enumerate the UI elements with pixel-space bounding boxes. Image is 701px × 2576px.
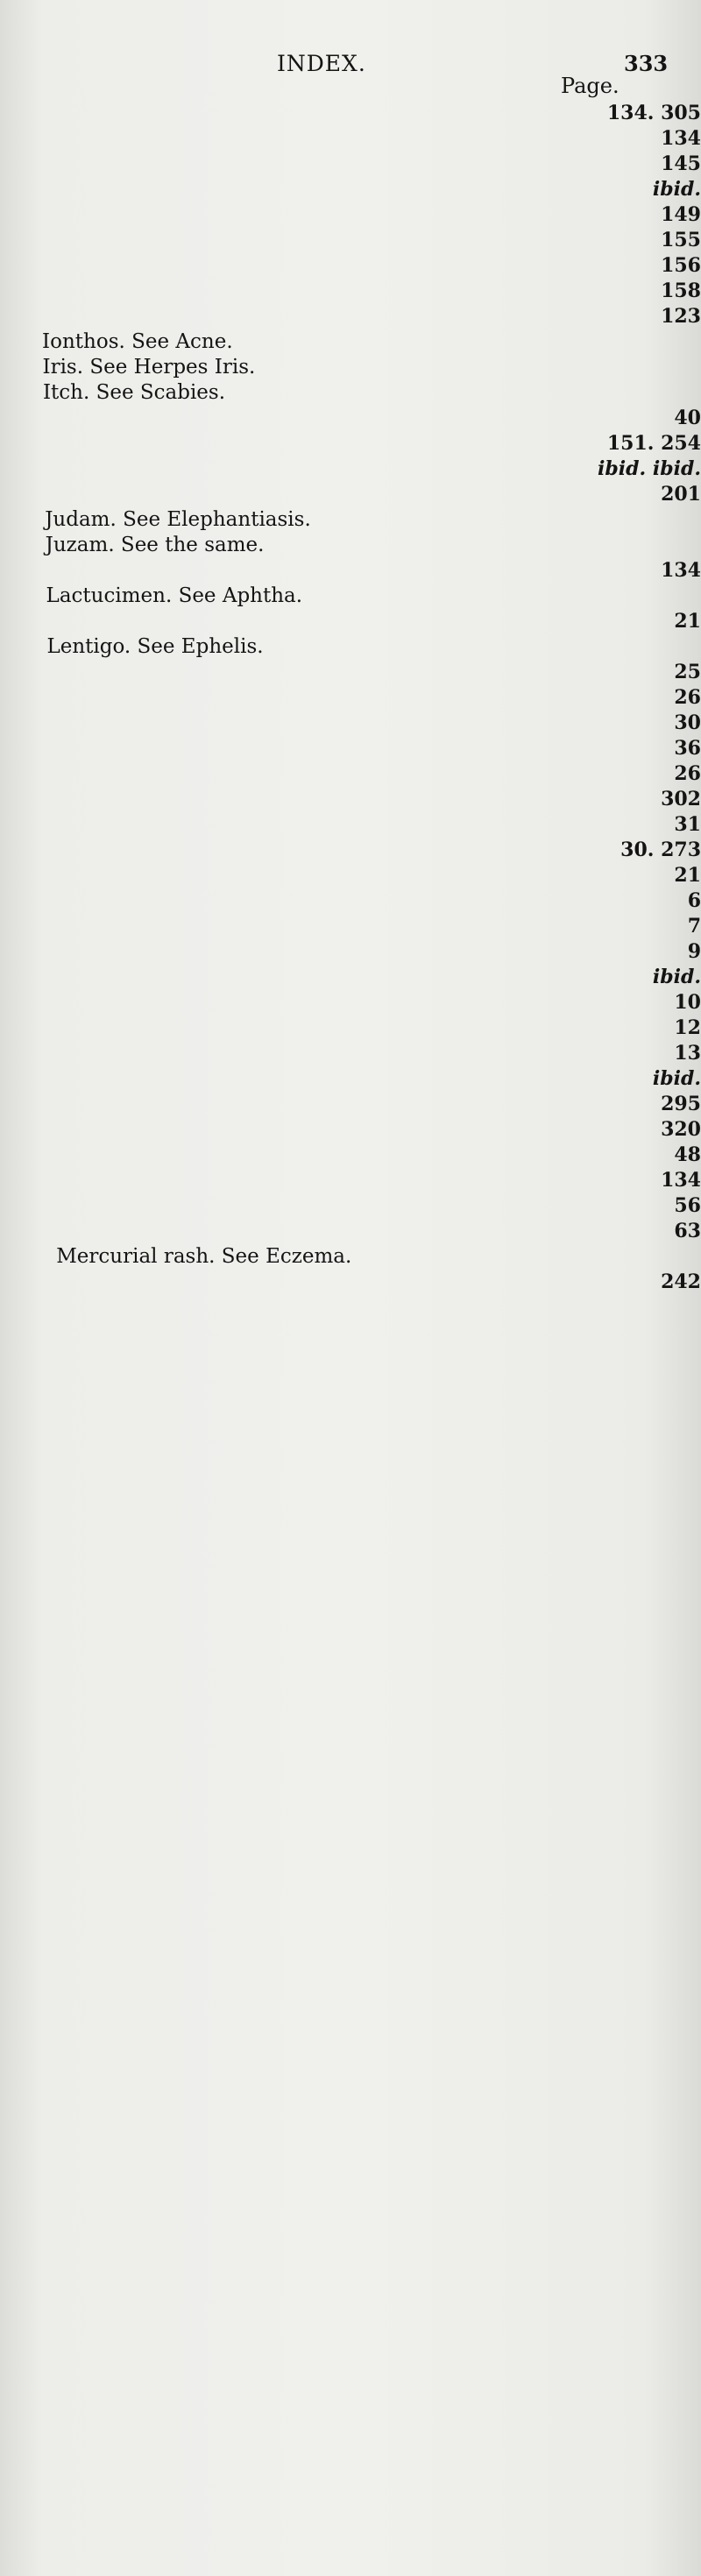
index-entry xyxy=(0,812,701,838)
page-reference: 48 xyxy=(0,1143,701,2449)
index-term xyxy=(46,533,265,558)
page-reference: ibid. ibid. xyxy=(0,456,701,1763)
page-reference: 40 xyxy=(0,406,701,1712)
index-entry xyxy=(0,660,701,685)
index-entry xyxy=(0,1244,701,1270)
page-column-label: Page. xyxy=(561,74,620,98)
index-term xyxy=(56,1244,351,1270)
page-reference: 149 xyxy=(0,202,701,1509)
index-entry xyxy=(0,431,701,456)
index-entry xyxy=(0,609,701,634)
index-entry xyxy=(0,1066,701,1092)
index-entry xyxy=(0,584,701,609)
index-entry xyxy=(0,558,701,584)
index-term xyxy=(42,329,233,355)
index-term xyxy=(46,634,263,660)
index-entry xyxy=(0,152,701,177)
page-reference: 134 xyxy=(0,558,701,1865)
index-term-text: Lentigo. See Ephelis. xyxy=(46,635,264,658)
running-title: INDEX. xyxy=(277,51,366,76)
index-term-text: Iris. See Herpes Iris. xyxy=(42,356,256,379)
page-reference: 201 xyxy=(0,482,701,1788)
index-term-text: Lactucimen. See Aphtha. xyxy=(46,584,303,607)
index-entry xyxy=(0,126,701,152)
index-entry xyxy=(0,711,701,736)
index-entry xyxy=(0,1270,701,1295)
page-reference: 30. 273 xyxy=(0,838,701,2144)
page-reference: 31 xyxy=(0,812,701,2119)
page-reference: 21 xyxy=(0,609,701,1915)
index-entry xyxy=(0,1117,701,1143)
index-term xyxy=(43,380,225,406)
page-reference: 26 xyxy=(0,761,701,2068)
index-entries xyxy=(0,101,701,1295)
index-entry xyxy=(0,456,701,482)
index-entry xyxy=(0,888,701,914)
index-term-text: Judam. See Elephantiasis. xyxy=(45,508,311,531)
index-entry xyxy=(0,228,701,253)
index-entry xyxy=(0,990,701,1016)
index-entry xyxy=(0,482,701,507)
index-entry xyxy=(0,685,701,711)
page-reference: 134 xyxy=(0,126,701,1433)
index-entry xyxy=(0,1016,701,1041)
page-reference: 302 xyxy=(0,787,701,2093)
index-entry xyxy=(0,355,701,380)
page-number: 333 xyxy=(624,51,669,76)
page-reference: 134. 305 xyxy=(0,101,701,1407)
page-reference: 7 xyxy=(0,914,701,2220)
index-entry xyxy=(0,787,701,812)
index-entry xyxy=(0,838,701,863)
page-reference: 9 xyxy=(0,939,701,2246)
page-reference: ibid. xyxy=(0,965,701,2271)
index-term xyxy=(43,355,256,380)
index-entry xyxy=(0,736,701,761)
index-entry xyxy=(0,202,701,228)
index-entry xyxy=(0,863,701,888)
page-reference: ibid. xyxy=(0,1066,701,2373)
index-entry xyxy=(0,279,701,304)
index-entry xyxy=(0,406,701,431)
index-term-text: Ionthos. See Acne. xyxy=(42,330,233,353)
index-entry xyxy=(0,1092,701,1117)
index-entry xyxy=(0,1143,701,1168)
page-reference: 12 xyxy=(0,1016,701,2322)
page-reference: 123 xyxy=(0,304,701,1610)
page-reference: 158 xyxy=(0,279,701,1585)
index-entry xyxy=(0,1168,701,1193)
index-entry xyxy=(0,177,701,202)
page-reference: 30 xyxy=(0,711,701,2017)
index-entry xyxy=(0,533,701,558)
index-entry xyxy=(0,939,701,965)
page-reference: 56 xyxy=(0,1193,701,2500)
page-reference: 156 xyxy=(0,253,701,1560)
page-reference: 6 xyxy=(0,888,701,2195)
index-entry xyxy=(0,761,701,787)
index-term-text: Mercurial rash. See Eczema. xyxy=(56,1245,352,1268)
index-entry xyxy=(0,914,701,939)
page-reference: 26 xyxy=(0,685,701,1992)
index-entry xyxy=(0,329,701,355)
page-reference: 151. 254 xyxy=(0,431,701,1737)
index-entry xyxy=(0,1219,701,1244)
page-reference: 36 xyxy=(0,736,701,2042)
index-entry xyxy=(0,304,701,329)
page-reference: 10 xyxy=(0,990,701,2296)
page-reference: 242 xyxy=(0,1270,701,2576)
index-entry xyxy=(0,507,701,533)
page-reference: 145 xyxy=(0,152,701,1458)
index-entry xyxy=(0,965,701,990)
index-entry xyxy=(0,1041,701,1066)
index-entry xyxy=(0,1193,701,1219)
index-term xyxy=(46,584,303,609)
page-reference: ibid. xyxy=(0,177,701,1483)
page-reference: 21 xyxy=(0,863,701,2169)
page-reference: 134 xyxy=(0,1168,701,2474)
page-reference: 63 xyxy=(0,1219,701,2525)
index-entry xyxy=(0,101,701,126)
page-reference: 25 xyxy=(0,660,701,1966)
index-term xyxy=(45,507,311,533)
index-term-text: Itch. See Scabies. xyxy=(42,381,226,404)
index-entry xyxy=(0,634,701,660)
index-term-text: Juzam. See the same. xyxy=(45,534,265,556)
page-reference: 295 xyxy=(0,1092,701,2398)
page-reference: 320 xyxy=(0,1117,701,2424)
index-entry xyxy=(0,380,701,406)
page-reference: 155 xyxy=(0,228,701,1534)
page-reference: 13 xyxy=(0,1041,701,2347)
index-entry xyxy=(0,253,701,279)
